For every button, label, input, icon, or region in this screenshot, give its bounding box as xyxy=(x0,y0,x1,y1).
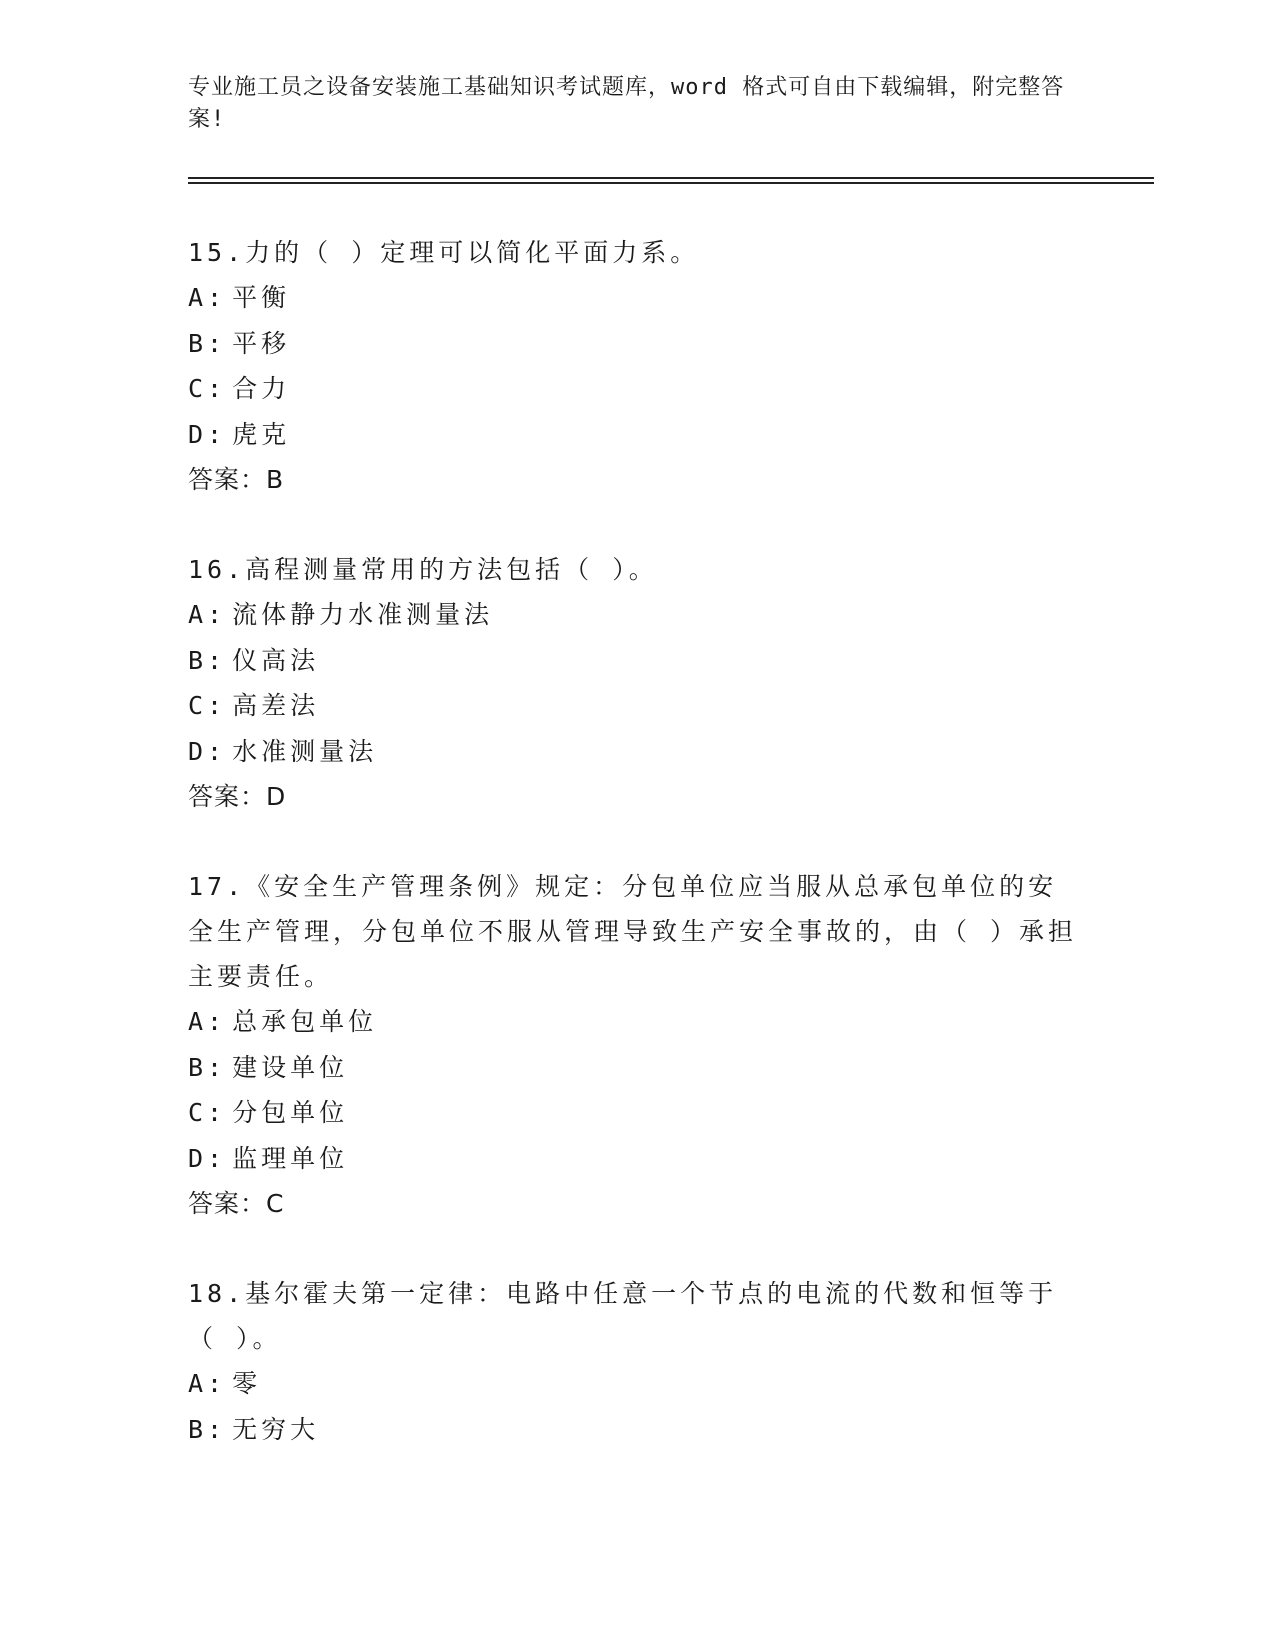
option-b xyxy=(188,638,1078,684)
option-d xyxy=(188,729,1078,775)
option-text: 仪高法 xyxy=(232,645,320,675)
option-letter: A: xyxy=(188,600,227,629)
option-letter: D: xyxy=(188,736,227,766)
option-text: 分包单位 xyxy=(232,1098,349,1127)
option-a xyxy=(188,275,1078,321)
option-d xyxy=(188,1136,1078,1182)
option-letter: B: xyxy=(188,645,227,675)
option-letter: D: xyxy=(188,419,227,449)
option-a xyxy=(188,1361,1078,1407)
answer-label: 答案：D xyxy=(188,782,287,811)
question-18 xyxy=(188,1271,1078,1452)
option-letter: A: xyxy=(188,1369,227,1398)
option-d xyxy=(188,412,1078,458)
question-stem: 17.《安全生产管理条例》规定：分包单位应当服从总承包单位的安全生产管理，分包单位不服从管理导致生产安全事故的，由（ ）承担主要责任。 xyxy=(188,872,1078,991)
option-text: 高差法 xyxy=(232,691,320,720)
option-text: 零 xyxy=(232,1369,262,1398)
option-letter: B: xyxy=(188,1414,227,1444)
option-text: 流体静力水准测量法 xyxy=(232,600,494,629)
option-text: 监理单位 xyxy=(232,1143,349,1173)
option-letter: D: xyxy=(188,1143,227,1173)
option-letter: A: xyxy=(188,1007,227,1036)
question-stem: 15.力的（ ）定理可以简化平面力系。 xyxy=(188,238,700,267)
option-letter: C: xyxy=(188,374,227,403)
option-letter: B: xyxy=(188,328,227,358)
option-b xyxy=(188,321,1078,367)
option-text: 建设单位 xyxy=(232,1052,349,1082)
question-17 xyxy=(188,864,1078,1227)
option-a xyxy=(188,999,1078,1045)
option-text: 虎克 xyxy=(232,419,291,449)
option-letter: A: xyxy=(188,283,227,312)
option-text: 合力 xyxy=(232,374,291,403)
answer-label: 答案：B xyxy=(188,465,285,494)
option-c xyxy=(188,683,1078,729)
option-letter: C: xyxy=(188,1098,227,1127)
document-header: 专业施工员之设备安装施工基础知识考试题库，word 格式可自由下载编辑，附完整答案! xyxy=(188,75,1065,132)
header-rule-bottom xyxy=(188,182,1154,184)
option-b xyxy=(188,1045,1078,1091)
option-text: 无穷大 xyxy=(232,1414,320,1444)
question-16 xyxy=(188,547,1078,820)
question-list xyxy=(188,230,1078,1496)
question-15 xyxy=(188,230,1078,503)
option-c xyxy=(188,1090,1078,1136)
option-text: 平移 xyxy=(232,328,291,358)
header-rule-top xyxy=(188,177,1154,179)
answer-label: 答案：C xyxy=(188,1189,285,1218)
option-c xyxy=(188,366,1078,412)
question-stem: 16.高程测量常用的方法包括（ ）。 xyxy=(188,555,658,584)
option-text: 平衡 xyxy=(232,283,291,312)
question-stem: 18.基尔霍夫第一定律：电路中任意一个节点的电流的代数和恒等于（ ）。 xyxy=(188,1279,1058,1353)
option-text: 水准测量法 xyxy=(232,736,378,766)
option-letter: C: xyxy=(188,691,227,720)
option-text: 总承包单位 xyxy=(232,1007,378,1036)
option-b xyxy=(188,1407,1078,1453)
option-letter: B: xyxy=(188,1052,227,1082)
option-a xyxy=(188,592,1078,638)
